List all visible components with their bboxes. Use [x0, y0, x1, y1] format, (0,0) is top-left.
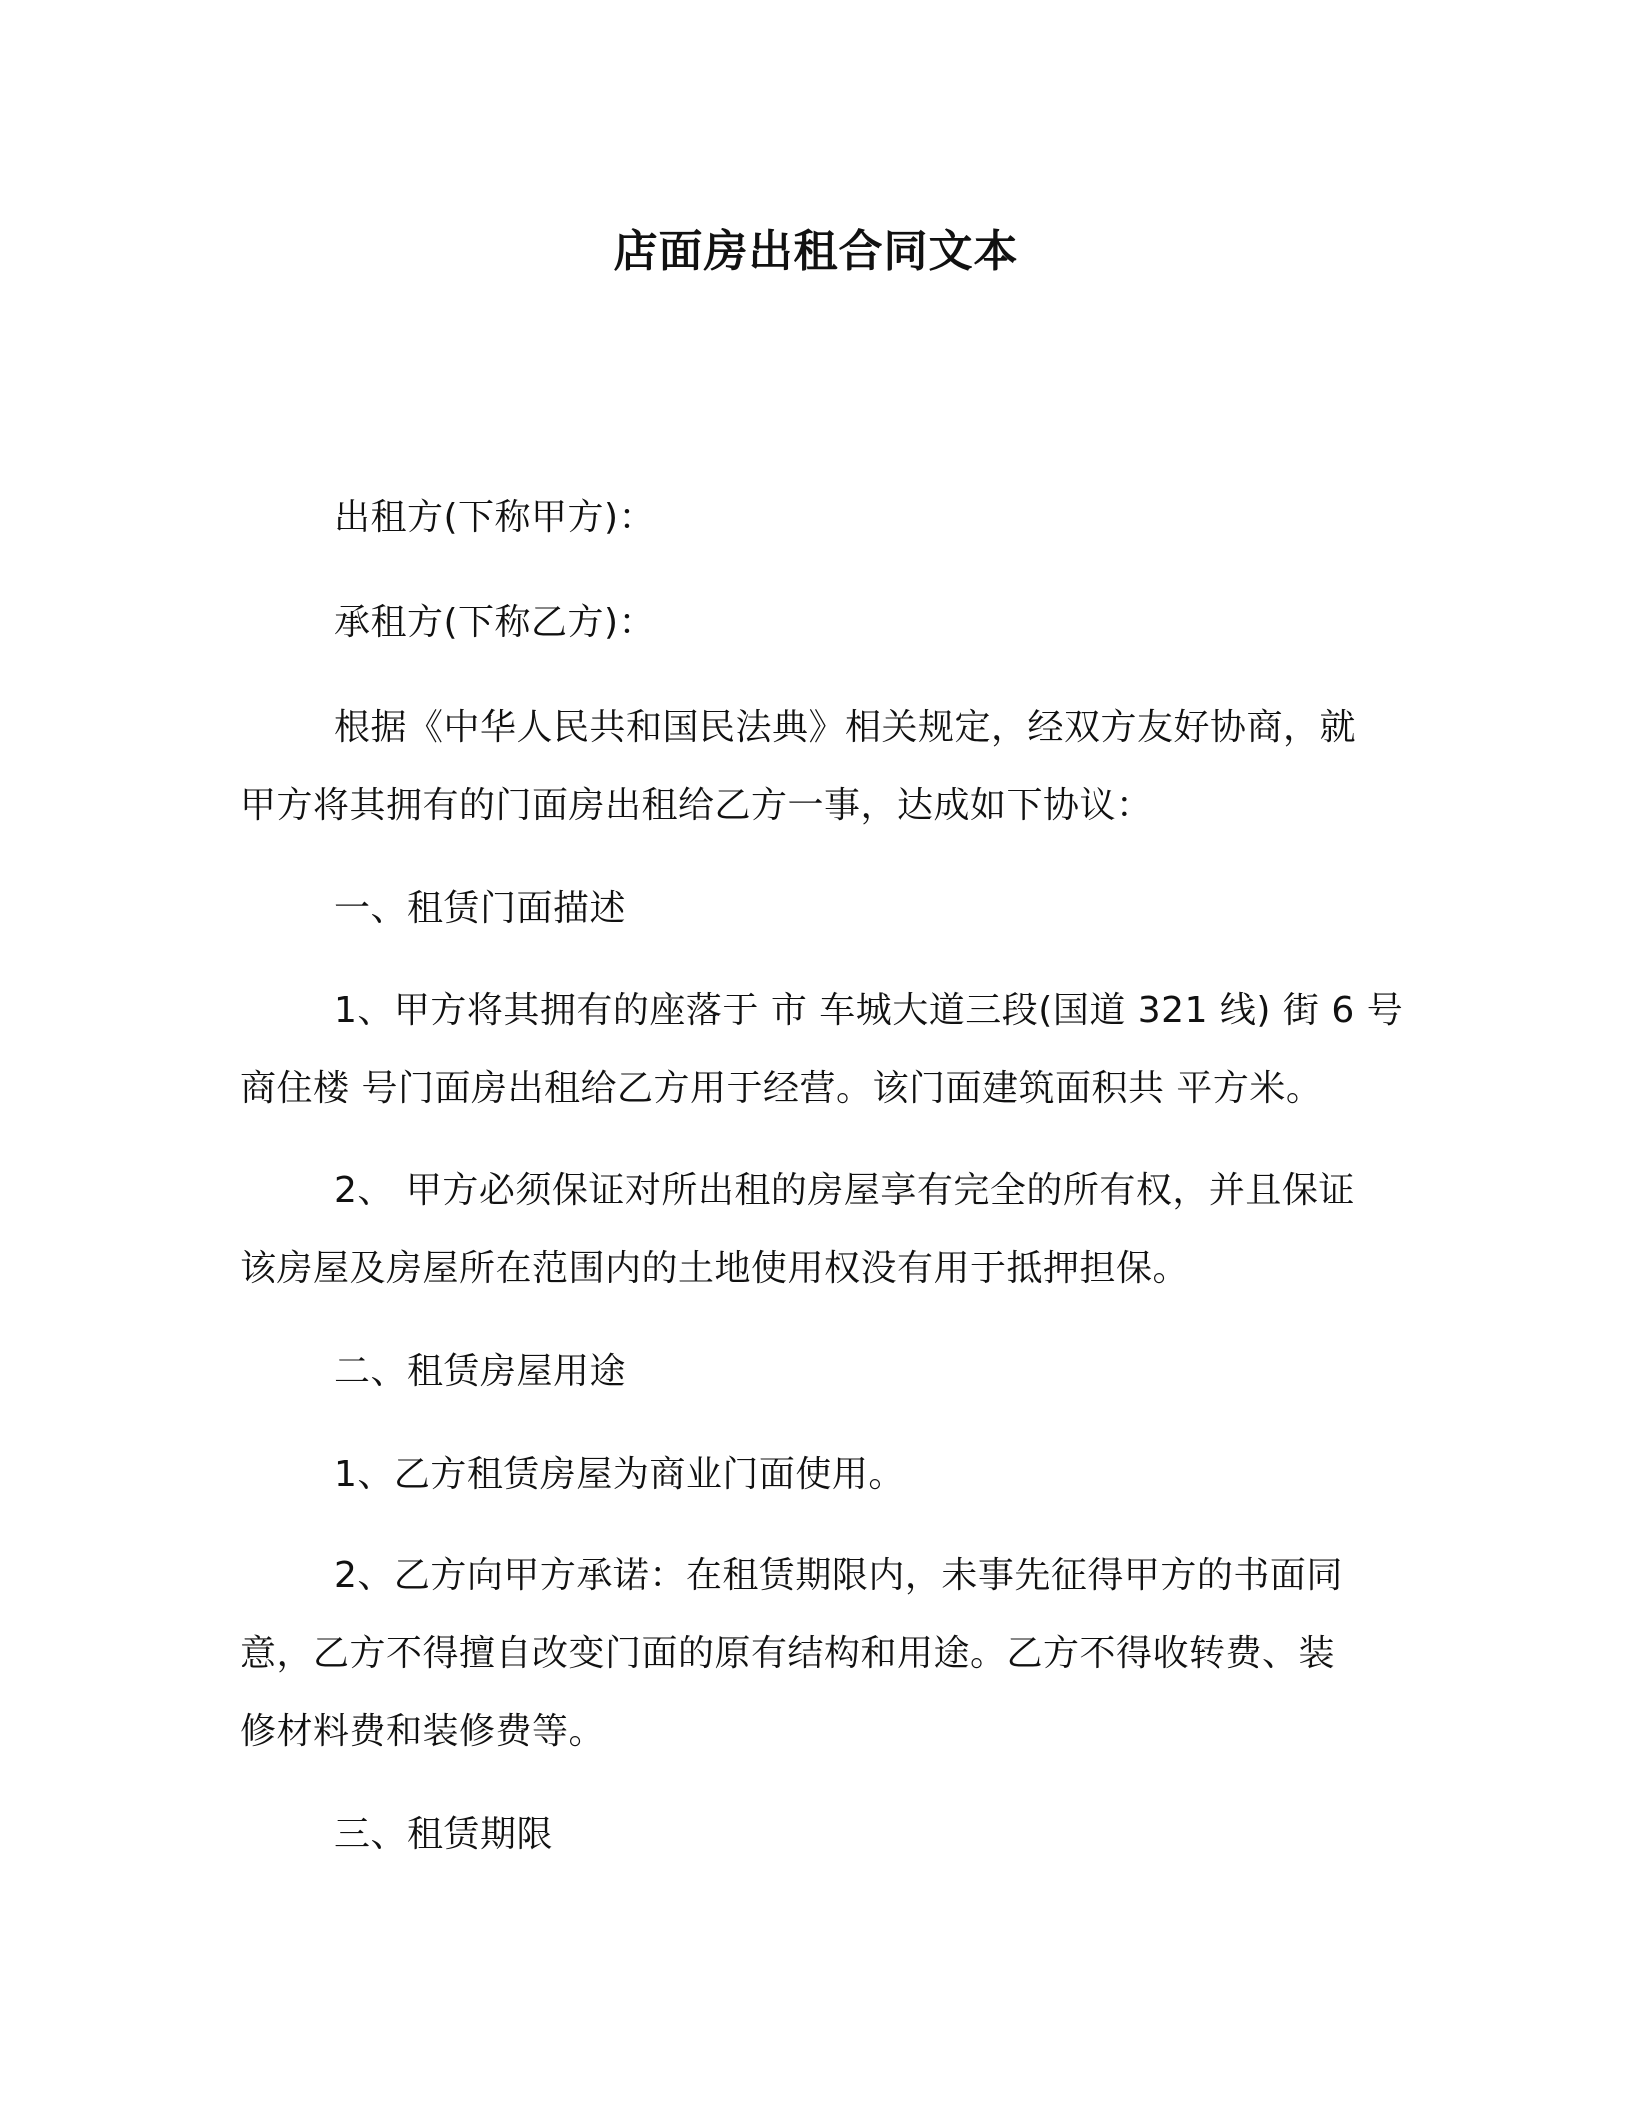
section-2-item-2-line-2: 意，乙方不得擅自改变门面的原有结构和用途。乙方不得收转费、装: [240, 1633, 1336, 1674]
lessee-label: 承租方(下称乙方)：: [334, 602, 656, 643]
section-2-item-2-line-3: 修材料费和装修费等。: [240, 1711, 606, 1752]
lessor-label: 出租方(下称甲方)：: [334, 497, 656, 538]
section-1-item-1-line-2: 商住楼 号门面房出租给乙方用于经营。该门面建筑面积共 平方米。: [240, 1068, 1323, 1109]
preamble-line-1: 根据《中华人民共和国民法典》相关规定，经双方友好协商，就: [334, 707, 1357, 748]
section-1-item-2-line-1: 2、 甲方必须保证对所出租的房屋享有完全的所有权，并且保证: [334, 1170, 1355, 1211]
preamble-line-2: 甲方将其拥有的门面房出租给乙方一事，达成如下协议：: [240, 785, 1153, 826]
section-3-heading: 三、租赁期限: [334, 1814, 554, 1855]
section-1-item-2-line-2: 该房屋及房屋所在范围内的土地使用权没有用于抵押担保。: [240, 1248, 1190, 1289]
document-title: 店面房出租合同文本: [613, 226, 1019, 277]
section-1-item-1-line-1: 1、甲方将其拥有的座落于 市 车城大道三段(国道 321 线) 街 6 号: [334, 990, 1404, 1031]
section-2-heading: 二、租赁房屋用途: [334, 1351, 627, 1392]
section-2-item-2-line-1: 2、乙方向甲方承诺：在租赁期限内，未事先征得甲方的书面同: [334, 1555, 1343, 1596]
section-2-item-1: 1、乙方租赁房屋为商业门面使用。: [334, 1454, 905, 1495]
section-1-heading: 一、租赁门面描述: [334, 888, 627, 929]
